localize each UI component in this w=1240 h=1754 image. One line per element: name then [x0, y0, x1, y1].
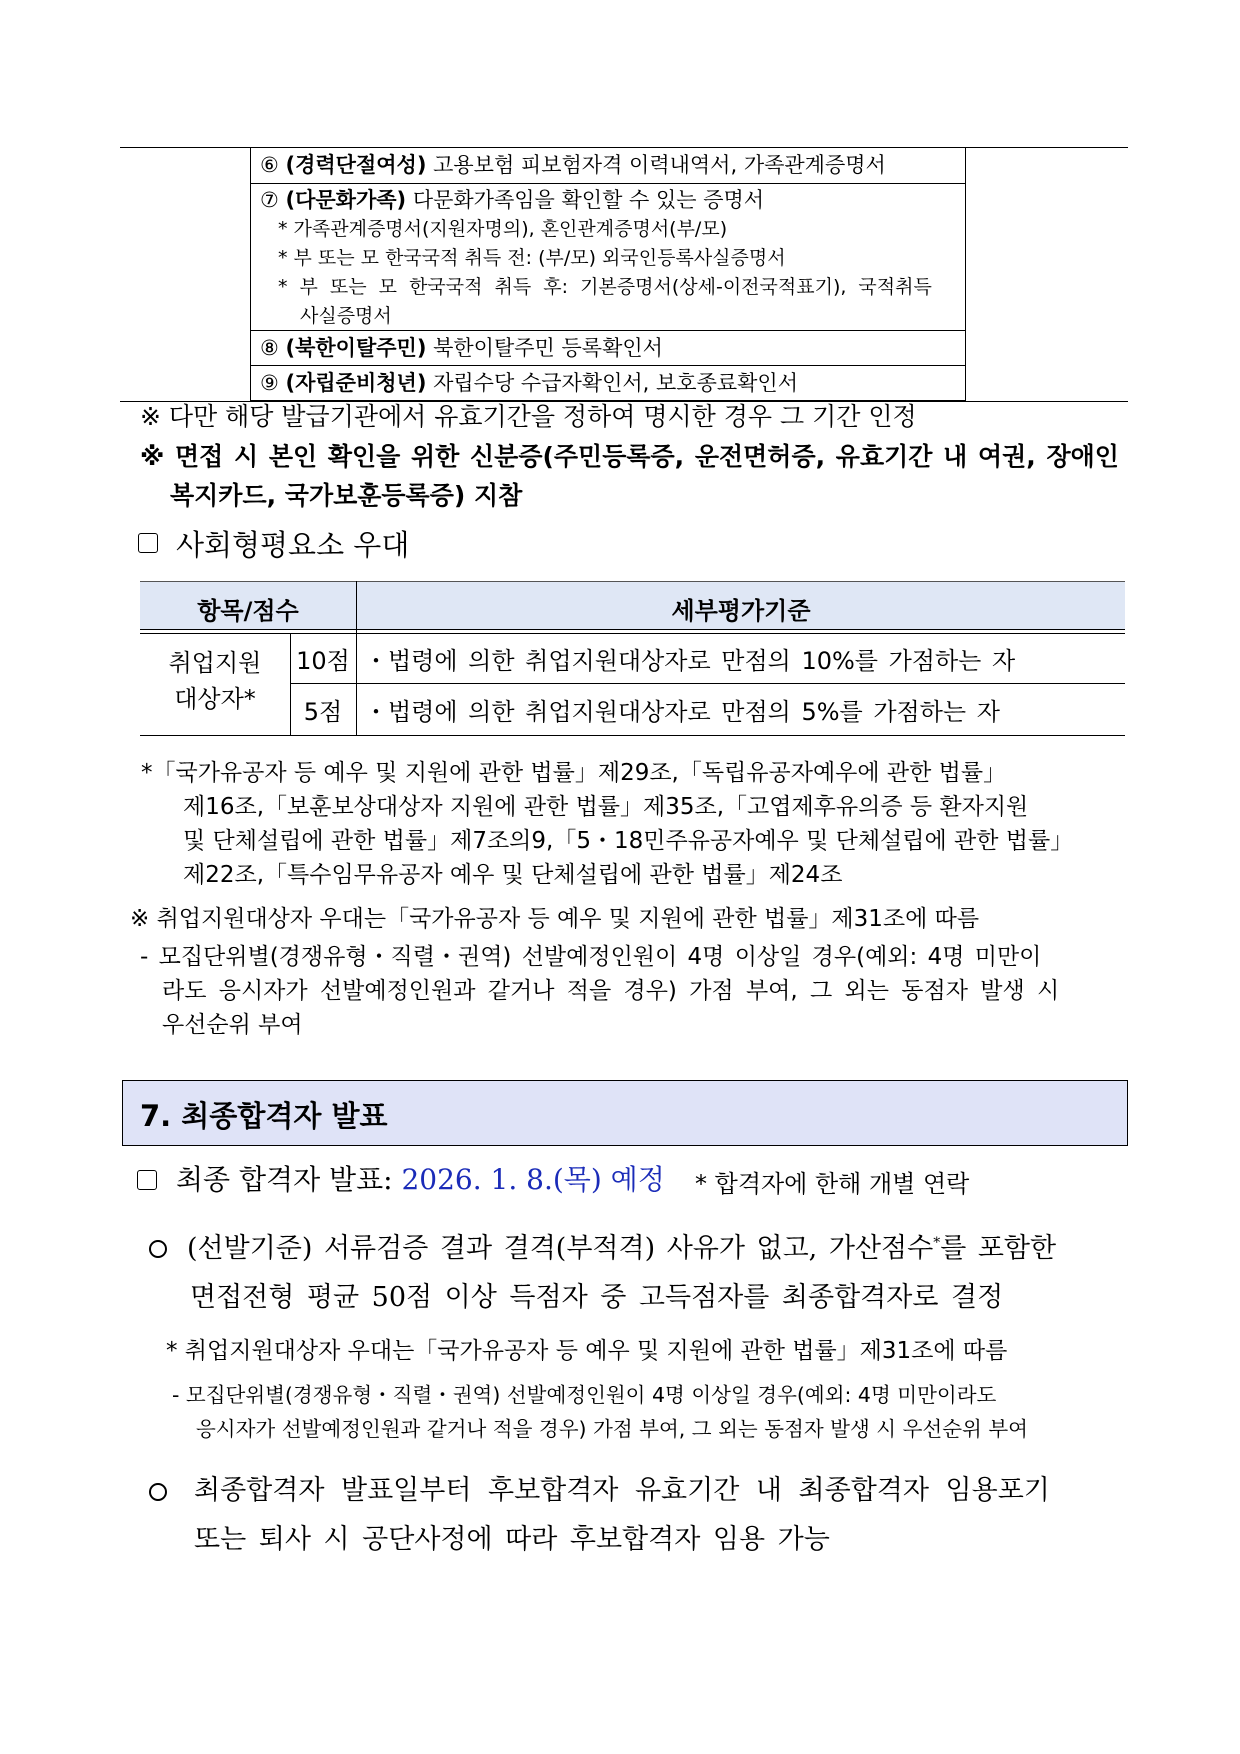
- criteria-cell: ・법령에 의한 취업지원대상자로 만점의 10%를 가점하는 자: [364, 647, 1016, 675]
- table-left-column: [120, 147, 251, 401]
- col-divider: [356, 581, 357, 735]
- dash-note-line: 라도 응시자가 선발예정인원과 같거나 적을 경우) 가점 부여, 그 외는 동점자 발생 시: [162, 978, 1060, 1004]
- row-subnote: * 가족관계증명서(지원자명의), 혼인관계증명서(부/모): [278, 218, 728, 240]
- section-title: 7. 최종합격자 발표: [140, 1099, 388, 1133]
- criteria-line2: 면접전형 평균 50점 이상 득점자 중 고득점자를 최종합격자로 결정: [190, 1282, 1004, 1313]
- row-text: 자립수당 수급자확인서, 보호종료확인서: [426, 371, 798, 395]
- checkbox-icon: [138, 533, 158, 553]
- announcement-line: [176, 1158, 665, 1198]
- checkbox-icon: [137, 1170, 157, 1190]
- announcement-label: 최종 합격자 발표:: [176, 1163, 393, 1196]
- announcement-note: * 합격자에 한해 개별 연락: [695, 1170, 970, 1198]
- row-subnote: 사실증명서: [300, 305, 392, 327]
- validity-note: ※ 다만 해당 발급기관에서 유효기간을 정하여 명시한 경우 그 기간 인정: [140, 402, 917, 431]
- category-cell: [140, 645, 290, 717]
- id-note-line2: 복지카드, 국가보훈등록증) 지참: [170, 481, 523, 510]
- criteria-cell: ・법령에 의한 취업지원대상자로 만점의 5%를 가점하는 자: [364, 698, 1000, 726]
- dash-note-line: - 모집단위별(경쟁유형・직렬・권역) 선발예정인원이 4명 이상일 경우(예외: 4명 미만이: [140, 944, 1042, 970]
- preference-ref-note: ※ 취업지원대상자 우대는「국가유공자 등 예우 및 지원에 관한 법률」제31조에 따름: [130, 906, 980, 932]
- row-label: (자립준비청년): [285, 371, 427, 395]
- row-text: 고용보험 피보험자격 이력내역서, 가족관계증명서: [426, 153, 886, 177]
- header-divider: [140, 629, 1125, 630]
- law-footnote: [141, 756, 1073, 892]
- footnote-line: 및 단체설립에 관한 법률」제7조의9,「5・18민주유공자예우 및 단체설립에 관한 법률」: [183, 828, 1074, 854]
- col-header-criteria: 세부평가기준: [671, 597, 811, 625]
- header-divider: [140, 633, 1125, 634]
- category-label: 취업지원: [168, 649, 262, 677]
- row-label: (북한이탈주민): [285, 336, 427, 360]
- col-header-item: 항목/점수: [197, 597, 299, 625]
- footnote-line: 제16조,「보훈보상대상자 지원에 관한 법률」제35조,「고엽제후유의증 등 환자지원: [183, 794, 1029, 820]
- id-note-line1: ※ 면접 시 본인 확인을 위한 신분증(주민등록증, 운전면허증, 유효기간 내 여권, 장애인: [140, 442, 1119, 471]
- equity-heading: 사회형평요소 우대: [176, 528, 410, 562]
- criteria-text: 를 포함한: [940, 1233, 1057, 1264]
- row-number: ⑦: [260, 188, 279, 212]
- row-label: (경력단절여성): [285, 153, 427, 177]
- bullet-circle-icon: [149, 1483, 167, 1501]
- criteria-star: *: [933, 1235, 941, 1251]
- criteria-line1: [187, 1226, 1056, 1265]
- table-row: [250, 147, 965, 184]
- preference-dash-note: [140, 940, 1059, 1042]
- category-label: 대상자*: [174, 685, 256, 713]
- final-line1: 최종합격자 발표일부터 후보합격자 유효기간 내 최종합격자 임용포기: [194, 1475, 1050, 1506]
- score-cell: 10점: [296, 647, 350, 675]
- row-subnote: * 부 또는 모 한국국적 취득 전: (부/모) 외국인등록사실증명서: [278, 247, 786, 269]
- row-divider: [290, 683, 1125, 684]
- footnote-line: *「국가유공자 등 예우 및 지원에 관한 법률」제29조,「독립유공자예우에 관한 법률」: [141, 760, 1007, 786]
- row-number: ⑧: [260, 336, 279, 360]
- criteria-dash-line2: 응시자가 선발예정인원과 같거나 적을 경우) 가점 부여, 그 외는 동점자 발생 시 우선순위 부여: [196, 1417, 1028, 1441]
- criteria-dash-line1: - 모집단위별(경쟁유형・직렬・권역) 선발예정인원이 4명 이상일 경우(예외: 4명 미만이라도: [172, 1383, 997, 1407]
- bullet-circle-icon: [149, 1240, 167, 1258]
- row-text: 북한이탈주민 등록확인서: [426, 336, 663, 360]
- row-label: (다문화가족): [285, 188, 407, 212]
- table-right-border: [965, 147, 966, 401]
- table-row: [250, 184, 965, 331]
- score-cell: 5점: [303, 698, 343, 726]
- criteria-text: (선발기준) 서류검증 결과 결격(부적격) 사유가 없고, 가산점수: [187, 1233, 934, 1264]
- row-text: 다문화가족임을 확인할 수 있는 증명서: [406, 188, 765, 212]
- row-number: ⑥: [260, 153, 279, 177]
- announcement-date: 2026. 1. 8.(목) 예정: [401, 1163, 665, 1196]
- dash-note-line: 우선순위 부여: [162, 1012, 303, 1038]
- row-number: ⑨: [260, 371, 279, 395]
- final-line2: 또는 퇴사 시 공단사정에 따라 후보합격자 임용 가능: [194, 1524, 830, 1555]
- table-bottom-line: [140, 735, 1125, 736]
- criteria-note: * 취업지원대상자 우대는「국가유공자 등 예우 및 지원에 관한 법률」제31조에 따름: [166, 1338, 1008, 1364]
- table-row: [250, 331, 965, 366]
- table-row: [250, 366, 965, 401]
- row-subnote: * 부 또는 모 한국국적 취득 후: 기본증명서(상세-이전국적표기), 국적취득: [278, 276, 932, 298]
- footnote-line: 제22조,「특수임무유공자 예우 및 단체설립에 관한 법률」제24조: [183, 862, 843, 888]
